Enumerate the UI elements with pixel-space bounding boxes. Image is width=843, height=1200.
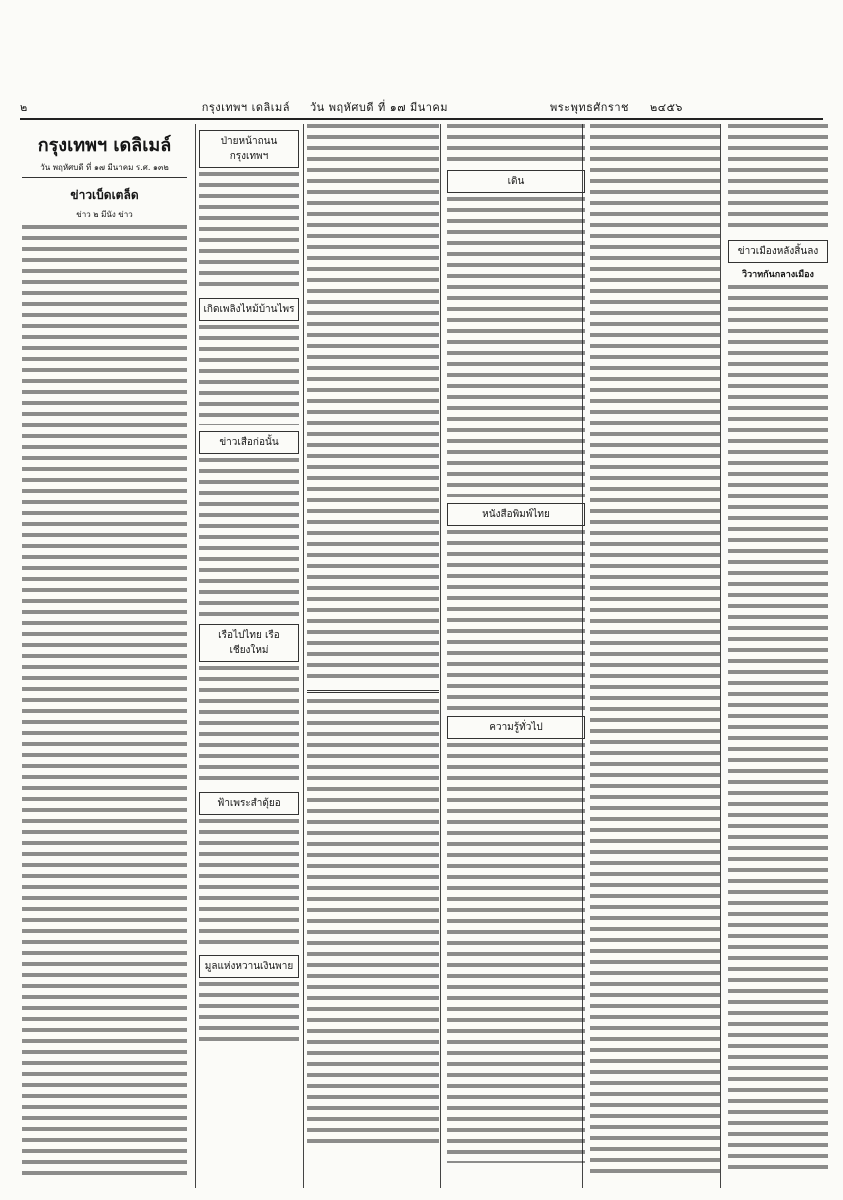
column-1: [22, 124, 187, 1188]
column-4: [447, 124, 585, 1188]
article-text-block: [199, 819, 299, 949]
article-text-block: [199, 325, 299, 425]
page-number: ๒: [20, 101, 28, 114]
section-box-heading-city: ข่าวเมืองหลังสิ้นลง: [728, 240, 828, 263]
page-header: [20, 96, 823, 118]
article-text-block: [199, 458, 299, 618]
article-text-block: [590, 124, 720, 1174]
section-box-heading-crime: ข่าวเสือก่อนั้น: [199, 431, 299, 454]
section-box-heading: ป่ายหน้าถนนกรุงเทพฯ: [199, 130, 299, 168]
article-text-block: [199, 666, 299, 786]
article-text-block: [447, 743, 585, 1163]
article-text-block: [199, 982, 299, 1042]
article-text-block: [728, 124, 828, 234]
header-day: วัน พฤหัศบดี ที่ ๑๗ มีนาคม: [310, 101, 449, 114]
article-text-block: [728, 285, 828, 1175]
section-title-local-news: ข่าวเบ็ดเตล็ด: [70, 188, 139, 202]
header-year: ๒๔๕๖: [650, 101, 683, 114]
article-text-block: [447, 197, 585, 497]
section-box-heading-weather: ฟ้าเพระสำดุ้ยอ: [199, 792, 299, 815]
article-text-block: [22, 225, 187, 1180]
column-5: [590, 124, 720, 1188]
masthead-title: กรุงเทพฯ เดลิเมล์: [37, 135, 172, 156]
section-box-heading-ship: เรือไปไทย เรือเชียงใหม่: [199, 624, 299, 662]
article-text-block: [199, 172, 299, 292]
article-text-block: [447, 530, 585, 710]
section-box-heading-top: เดิน: [447, 170, 585, 193]
section-box-heading-fire: เกิดเพลิงไหม้บ้านไพร: [199, 298, 299, 321]
section-box-heading-market: มูลแห่งหวานเงินพาย: [199, 955, 299, 978]
header-paper-name: กรุงเทพฯ เดลิเมล์: [201, 101, 290, 114]
masthead-dateline: วัน พฤหัศบดี ที่ ๑๗ มีนาคม ร.ศ. ๑๓๒: [22, 161, 187, 178]
column-6: [728, 124, 828, 1188]
header-rule: [20, 118, 823, 120]
columns: [22, 124, 825, 1188]
section-box-heading-newspaper: หนังสือพิมพ์ไทย: [447, 503, 585, 526]
header-era: พระพุทธศักราช: [550, 101, 629, 114]
article-text-block: [447, 124, 585, 164]
article-text-block: [307, 124, 439, 684]
divider: [307, 690, 439, 693]
article-text-block: [307, 699, 439, 1149]
section-subtitle: ข่าว ๒ มีนัง ข่าว: [76, 210, 133, 219]
section-subtitle-city: วิวาทกันกลางเมือง: [742, 270, 814, 280]
column-2: [199, 124, 299, 1188]
section-box-heading-article: ความรู้ทั่วไป: [447, 716, 585, 739]
column-3: [307, 124, 439, 1188]
